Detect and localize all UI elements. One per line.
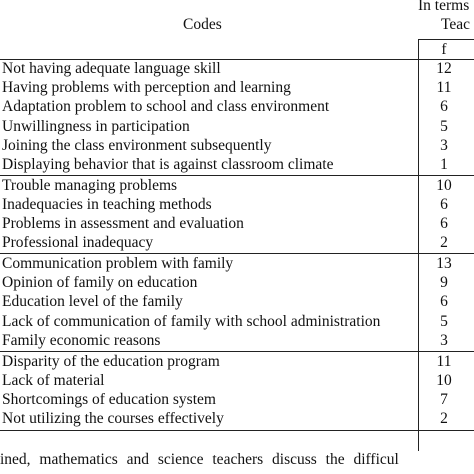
row-frequency: 6: [440, 215, 448, 232]
row-frequency: 3: [440, 137, 448, 154]
codes-column-header: Codes: [183, 16, 222, 33]
row-code: Unwillingness in participation: [2, 118, 190, 135]
row-frequency: 12: [436, 60, 452, 77]
row-code: Family economic reasons: [2, 332, 161, 349]
row-code: Shortcomings of education system: [2, 391, 216, 408]
row-code: Inadequacies in teaching methods: [2, 196, 212, 213]
row-frequency: 5: [440, 313, 448, 330]
column-group-label-line1: In terms: [418, 0, 470, 14]
row-code: Adaptation problem to school and class environment: [2, 98, 330, 115]
row-code: Communication problem with family: [2, 255, 234, 272]
row-code: Problems in assessment and evaluation: [2, 215, 244, 232]
row-frequency: 2: [440, 410, 448, 427]
row-code: Trouble managing problems: [2, 177, 178, 194]
row-frequency: 11: [436, 79, 452, 96]
row-code: Lack of communication of family with school administration: [2, 313, 381, 330]
row-frequency: 5: [440, 118, 448, 135]
row-frequency: 1: [440, 156, 448, 173]
row-code: Displaying behavior that is against classroom climate: [2, 156, 334, 173]
row-frequency: 6: [440, 293, 448, 310]
row-frequency: 13: [436, 255, 452, 272]
row-code: Education level of the family: [2, 293, 183, 310]
column-divider-left: [418, 39, 419, 451]
frequency-column-header: f: [441, 41, 447, 58]
row-frequency: 6: [440, 98, 448, 115]
table-bottom-rule: [0, 430, 474, 431]
row-frequency: 9: [440, 274, 448, 291]
row-code: Lack of material: [2, 372, 105, 389]
row-frequency: 3: [440, 332, 448, 349]
row-code: Not utilizing the courses effectively: [2, 410, 224, 427]
row-code: Opinion of family on education: [2, 274, 198, 291]
row-frequency: 10: [436, 372, 452, 389]
row-frequency: 7: [440, 391, 448, 408]
row-code: Not having adequate language skill: [2, 60, 221, 77]
row-code: Disparity of the education program: [2, 353, 220, 370]
column-group-label-line2: Teac: [441, 16, 471, 33]
row-code: Joining the class environment subsequently: [2, 137, 272, 154]
row-code: Having problems with perception and learning: [2, 79, 291, 96]
row-code: Professional inadequacy: [2, 234, 154, 251]
row-frequency: 10: [436, 177, 452, 194]
body-text-line: ined, mathematics and science teachers discuss the difficul: [0, 451, 399, 468]
row-frequency: 2: [440, 234, 448, 251]
row-frequency: 11: [436, 353, 452, 370]
row-frequency: 6: [440, 196, 448, 213]
